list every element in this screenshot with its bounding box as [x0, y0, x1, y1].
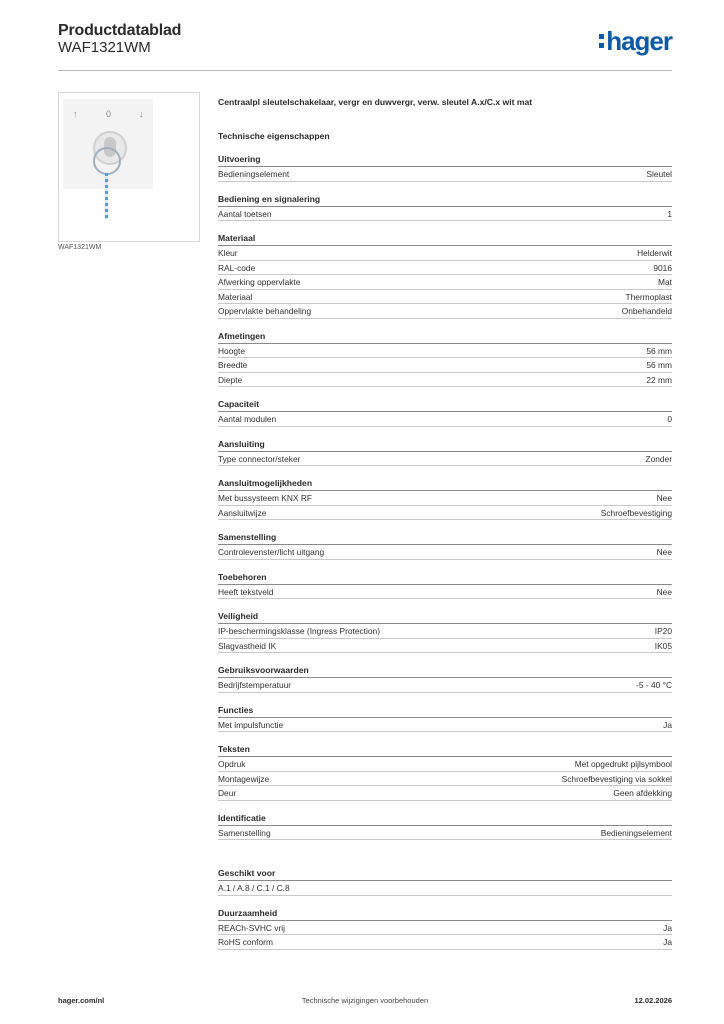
spec-value: Nee [656, 493, 672, 503]
key-ring-icon [93, 147, 121, 175]
product-image [58, 92, 200, 242]
spec-value: Mat [658, 277, 672, 287]
spec-row [218, 207, 672, 222]
section-title: Duurzaamheid [218, 908, 672, 921]
spec-value: 56 mm [646, 360, 672, 370]
spec-row [218, 452, 672, 467]
spec-value: Schroefbevestiging via sokkel [561, 773, 672, 784]
spec-row [218, 373, 672, 388]
section-title: Capaciteit [218, 399, 672, 412]
spec-label: Aantal toetsen [218, 208, 272, 219]
spec-label: Bedieningselement [218, 169, 290, 179]
spec-section [218, 439, 672, 467]
tech-heading: Technische eigenschappen [218, 131, 330, 141]
section-title: Bediening en signalering [218, 194, 672, 207]
spec-label: Materiaal [218, 291, 253, 302]
spec-value: IK05 [654, 640, 672, 651]
spec-value: Sleutel [646, 169, 672, 179]
spec-row [218, 624, 672, 639]
section-title: Toebehoren [218, 572, 672, 585]
spec-label: Heeft tekstveld [218, 586, 274, 597]
spec-row [218, 261, 672, 276]
spec-label: Opdruk [218, 759, 246, 769]
section-title: Uitvoering [218, 154, 672, 167]
spec-label: A.1 / A.8 / C.1 / C.8 [218, 883, 290, 893]
spec-value: Ja [663, 719, 672, 730]
spec-label: Afwerking oppervlakte [218, 277, 301, 287]
spec-section [218, 233, 672, 319]
spec-row [218, 786, 672, 801]
spec-section [218, 868, 672, 896]
spec-label: Aansluitwijze [218, 507, 267, 518]
spec-label: Breedte [218, 360, 248, 370]
spec-section [218, 744, 672, 801]
spec-label: Deur [218, 788, 237, 798]
spec-value: 56 mm [646, 345, 672, 356]
spec-label: Samenstelling [218, 827, 271, 838]
logo-dots-icon [599, 34, 604, 48]
spec-value: Schroefbevestiging [600, 507, 672, 518]
page-header [58, 20, 672, 71]
spec-row [218, 412, 672, 427]
spec-row [218, 491, 672, 506]
spec-value: Helderwit [637, 248, 672, 258]
spec-sections [218, 154, 672, 950]
spec-row [218, 639, 672, 654]
spec-row [218, 826, 672, 841]
spec-row [218, 304, 672, 319]
spec-value: Ja [663, 922, 672, 933]
spec-value: Ja [663, 937, 672, 947]
section-title: Functies [218, 705, 672, 718]
spec-label: Bedrijfstemperatuur [218, 680, 292, 690]
section-title: Gebruiksvoorwaarden [218, 665, 672, 678]
spec-label: Hoogte [218, 345, 246, 356]
spec-label: REACh-SVHC vrij [218, 922, 286, 933]
key-chain-icon [105, 173, 108, 219]
spec-value: Nee [656, 547, 672, 557]
section-title: Afmetingen [218, 331, 672, 344]
spec-section [218, 478, 672, 520]
spec-row [218, 506, 672, 521]
spec-row [218, 246, 672, 261]
spec-value: 22 mm [646, 374, 672, 385]
switch-plate [63, 99, 153, 189]
product-description: Centraalpl sleutelschakelaar, vergr en duwvergr, verw. sleutel A.x/C.x wit mat [218, 97, 533, 107]
section-title: Aansluiting [218, 439, 672, 452]
spec-value: IP20 [654, 626, 672, 636]
spec-section [218, 813, 672, 841]
spec-row [218, 358, 672, 373]
spec-value: Met opgedrukt pijlsymbool [574, 759, 672, 769]
spec-section [218, 705, 672, 733]
spec-label: Aantal modulen [218, 414, 277, 424]
spec-row [218, 935, 672, 950]
spec-label: Slagvastheid IK [218, 640, 277, 651]
spec-label: Montagewijze [218, 773, 270, 784]
spec-row [218, 585, 672, 600]
spec-row [218, 757, 672, 772]
spec-section [218, 532, 672, 560]
spec-row [218, 275, 672, 290]
logo-text: hager [606, 26, 672, 56]
spec-row [218, 921, 672, 936]
spec-row [218, 678, 672, 693]
section-title: Teksten [218, 744, 672, 757]
spec-label: Type connector/steker [218, 453, 301, 464]
zero-mark: 0 [106, 109, 112, 119]
spec-value: 1 [667, 208, 672, 219]
spec-label: Controlevenster/licht uitgang [218, 547, 325, 557]
spec-value: 0 [667, 414, 672, 424]
product-code: WAF1321WM [58, 39, 151, 56]
spec-value: 9016 [653, 262, 672, 273]
spec-section [218, 908, 672, 950]
spec-label: Met bussysteem KNX RF [218, 493, 313, 503]
footer-website-link[interactable]: hager.com/nl [58, 996, 105, 1005]
footer-disclaimer: Technische wijzigingen voorbehouden [301, 996, 429, 1005]
spec-value: Geen afdekking [613, 788, 672, 798]
spec-label: RAL-code [218, 262, 256, 273]
spec-value: Thermoplast [625, 291, 672, 302]
section-title: Materiaal [218, 233, 672, 246]
spec-section [218, 399, 672, 427]
image-caption: WAF1321WM [58, 244, 102, 251]
arrow-down-icon: ↓ [139, 109, 144, 119]
spec-label: RoHS conform [218, 937, 273, 947]
spec-section [218, 194, 672, 222]
spec-value: Onbehandeld [621, 306, 672, 316]
spec-section [218, 572, 672, 600]
spec-row [218, 545, 672, 560]
spec-label: IP-beschermingsklasse (Ingress Protection) [218, 626, 380, 636]
spec-row [218, 344, 672, 359]
spec-row [218, 881, 672, 896]
spec-section [218, 331, 672, 388]
document-title: Productdatablad [58, 22, 182, 39]
spec-content [218, 96, 672, 950]
arrow-up-icon: ↑ [73, 109, 78, 119]
spec-label: Oppervlakte behandeling [218, 306, 312, 316]
spec-row [218, 167, 672, 182]
spec-section [218, 611, 672, 653]
section-title: Identificatie [218, 813, 672, 826]
spec-row [218, 290, 672, 305]
spec-value: Zonder [645, 453, 672, 464]
spec-label: Diepte [218, 374, 243, 385]
spec-label: Met impulsfunctie [218, 719, 284, 730]
section-title: Aansluitmogelijkheden [218, 478, 672, 491]
footer-date: 12.02.2026 [634, 996, 672, 1005]
section-title: Veiligheid [218, 611, 672, 624]
spec-label: Kleur [218, 248, 238, 258]
spec-section [218, 154, 672, 182]
spec-value: Bedieningselement [600, 827, 672, 838]
spec-value: -5 - 40 °C [636, 680, 672, 690]
spec-row [218, 772, 672, 787]
spec-value: Nee [656, 586, 672, 597]
section-title: Samenstelling [218, 532, 672, 545]
hager-logo [599, 28, 672, 54]
spec-section [218, 665, 672, 693]
spec-row [218, 718, 672, 733]
section-title: Geschikt voor [218, 868, 672, 881]
